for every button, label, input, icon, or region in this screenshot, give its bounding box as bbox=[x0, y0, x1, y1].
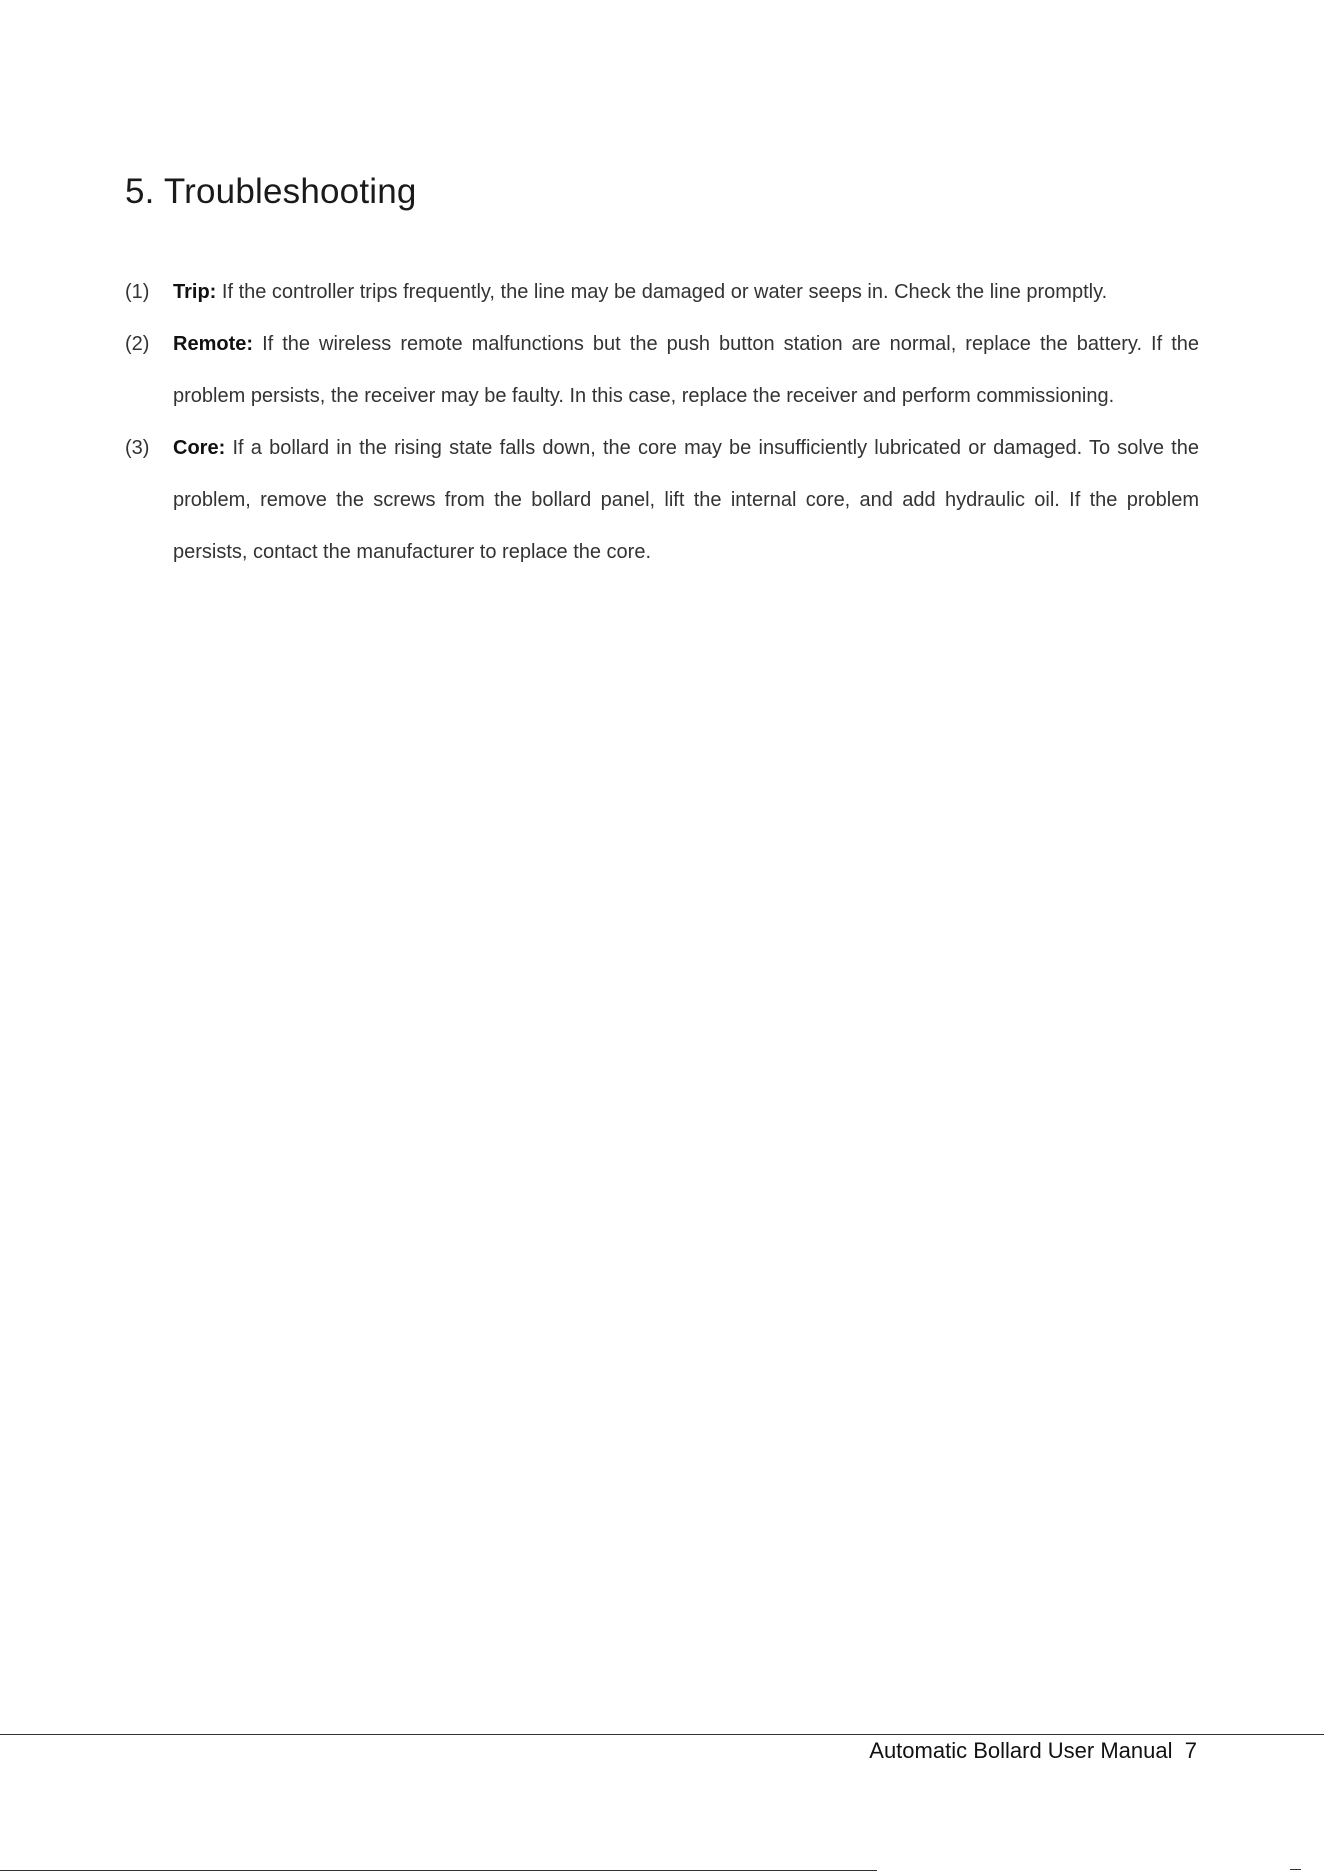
item-number: (1) bbox=[125, 281, 150, 303]
item-term: Remote: bbox=[173, 333, 254, 355]
footer-manual-title: Automatic Bollard User Manual bbox=[869, 1738, 1173, 1763]
page-footer bbox=[869, 1738, 1197, 1764]
item-term: Trip: bbox=[173, 281, 217, 303]
list-item bbox=[125, 318, 1199, 422]
footer-divider bbox=[0, 1734, 1324, 1735]
item-number: (3) bbox=[125, 437, 150, 459]
troubleshooting-list bbox=[125, 266, 1199, 578]
item-text: If the wireless remote malfunctions but the push button station are normal, replace the battery. If the problem persists, the receiver may be faulty. In this case, replace the receiver and perform commissioning. bbox=[173, 333, 1199, 407]
page-number: 7 bbox=[1184, 1738, 1197, 1763]
bottom-divider bbox=[0, 1870, 877, 1871]
page-title: 5. Troubleshooting bbox=[125, 172, 417, 211]
item-text: If a bollard in the rising state falls down, the core may be insufficiently lubricated or damaged. To solve the problem, remove the screws from the bollard panel, lift the internal core, and add hydraulic oil. If the problem persists, contact the manufacturer to replace the core. bbox=[173, 437, 1199, 563]
item-text: If the controller trips frequently, the line may be damaged or water seeps in. Check the line promptly. bbox=[221, 281, 1108, 303]
item-term: Core: bbox=[173, 437, 226, 459]
list-item bbox=[125, 266, 1199, 318]
bottom-edge-mark bbox=[1290, 1869, 1301, 1870]
item-number: (2) bbox=[125, 333, 150, 355]
list-item bbox=[125, 422, 1199, 578]
